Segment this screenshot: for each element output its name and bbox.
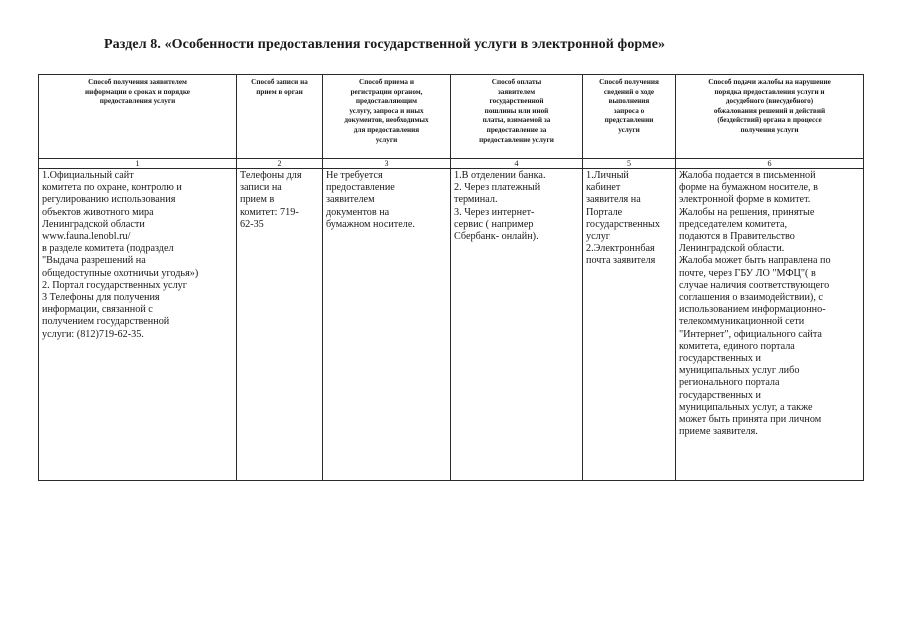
- content-row: [39, 169, 864, 481]
- column-number-6: 6: [676, 159, 864, 169]
- column-number-5: 5: [583, 159, 676, 169]
- column-header-1: Способ получения заявителем информации о сроках и порядке предоставления услуги: [39, 75, 237, 159]
- column-header-3: Способ приема и регистрации органом, предоставляющим услугу, запроса и иных документов, необходимых для предоставления услуги: [323, 75, 451, 159]
- header-row: [39, 75, 864, 159]
- column-number-1: 1: [39, 159, 237, 169]
- column-number-2: 2: [237, 159, 323, 169]
- payment-methods-cell: 1.В отделении банка. 2. Через платежный терминал. 3. Через интернет- сервис ( например Сбербанк- онлайн).: [451, 169, 583, 481]
- column-header-6: Способ подачи жалобы на нарушение порядка предоставления услуги и досудебного (внесудебного) обжалования решений и действий (бездействий) органа в процессе получения услуги: [676, 75, 864, 159]
- page-title: Раздел 8. «Особенности предоставления государственной услуги в электронной форме»: [104, 37, 666, 52]
- column-number-4: 4: [451, 159, 583, 169]
- column-number-row: [39, 159, 864, 169]
- column-number-3: 3: [323, 159, 451, 169]
- column-header-5: Способ получения сведений о ходе выполнения запроса о представлении услуги: [583, 75, 676, 159]
- appointment-methods-cell: Телефоны для записи на прием в комитет: 719- 62-35: [237, 169, 323, 481]
- column-header-4: Способ оплаты заявителем государственной пошлины или иной платы, взимаемой за предоставление за предоставление услуги: [451, 75, 583, 159]
- column-header-2: Способ записи на прием в орган: [237, 75, 323, 159]
- status-tracking-cell: 1.Личный кабинет заявителя на Портале государственных услуг 2.Электроннбая почта заявителя: [583, 169, 676, 481]
- info-methods-cell: 1.Официальный сайт комитета по охране, контролю и регулированию использования объектов животного мира Ленинградской области www.fauna.lenobl.ru/ в разделе комитета (подраздел "Выдача разрешений на общедоступные охотничьи угодья») 2. Портал государственных услуг 3 Телефоны для получения информации, связанной с получением государственной услуги: (812)719-62-35.: [39, 169, 237, 481]
- request-registration-cell: Не требуется предоставление заявителем документов на бумажном носителе.: [323, 169, 451, 481]
- services-table: [38, 74, 864, 481]
- complaint-methods-cell: Жалоба подается в письменной форме на бумажном носителе, в электронной форме в комитет. Жалобы на решения, принятые председателем комитета, подаются в Правительство Ленинградской области. Жалоба может быть направлена по почте, через ГБУ ЛО "МФЦ"( в случае наличия соответствующего соглашения о взаимодействии), с использованием информационно- телекоммуникационной сети "Интернет", официального сайта комитета, единого портала государственных и муниципальных услуг либо регионального портала государственных и муниципальных услуг, а также может быть принята при личном приеме заявителя.: [676, 169, 864, 481]
